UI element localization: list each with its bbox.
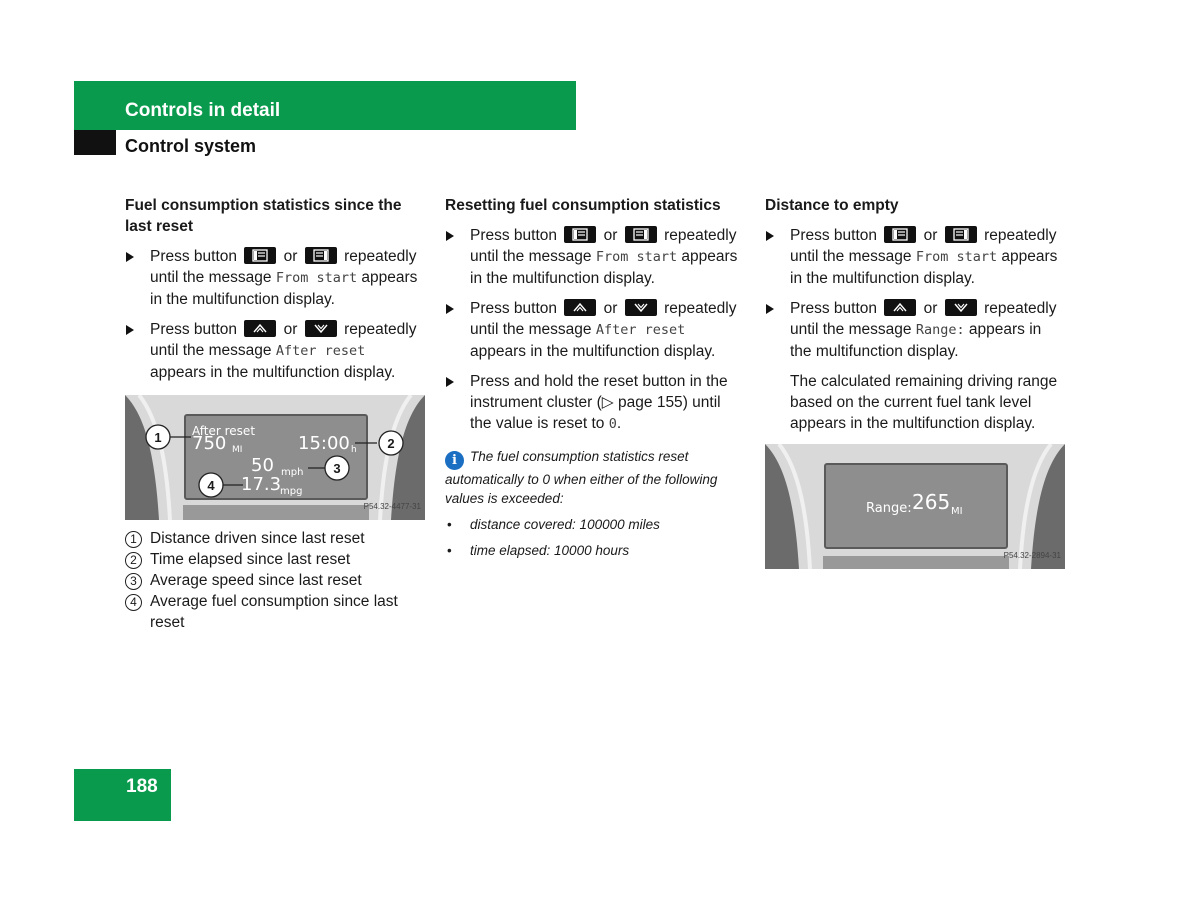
callout-3: 3 <box>333 461 341 476</box>
time-value: 15:00 <box>298 433 350 454</box>
column2-step-1: Press button or repeatedly until the message From start appears in the multifunction display. <box>445 225 745 289</box>
range-label: Range: <box>866 501 912 516</box>
column-distance-to-empty <box>765 195 1065 577</box>
column1-step-1: Press button or repeatedly until the message From start appears in the multifunction display. <box>125 246 425 310</box>
callout-4: 4 <box>207 478 215 493</box>
range-value: 265 <box>912 490 951 514</box>
down-arrow-icon <box>625 299 657 316</box>
step-arrow-icon <box>446 231 454 241</box>
column3-heading: Distance to empty <box>765 197 899 214</box>
message-from-start: From start <box>595 249 678 265</box>
speed-value: 50 <box>251 455 274 476</box>
header-tab-marker <box>74 130 116 155</box>
info-icon: i <box>445 451 464 470</box>
up-arrow-icon <box>244 320 276 337</box>
column1-heading: Fuel consumption statistics since the last reset <box>125 197 402 235</box>
section-title: Controls in detail <box>125 100 281 121</box>
column2-step-2: Press button or repeatedly until the message After reset appears in the multifunction display. <box>445 298 745 362</box>
legend-item-3: 3 Average speed since last reset <box>125 570 425 591</box>
step-arrow-icon <box>126 252 134 262</box>
page-number: 188 <box>126 776 158 797</box>
step-arrow-icon <box>126 325 134 335</box>
fuel-unit: mpg <box>280 486 303 497</box>
up-arrow-icon <box>564 299 596 316</box>
down-arrow-icon <box>945 299 977 316</box>
step-arrow-icon <box>446 304 454 314</box>
bullet-icon: • <box>447 543 452 558</box>
bullet-icon: • <box>447 517 452 532</box>
step-arrow-icon <box>446 377 454 387</box>
callout-1: 1 <box>154 430 162 445</box>
display-page-back-icon <box>244 247 276 264</box>
legend-item-2: 2 Time elapsed since last reset <box>125 549 425 570</box>
note-bullet-1: • distance covered: 100000 miles <box>447 517 660 532</box>
display-page-back-icon <box>884 226 916 243</box>
column3-step-2: Press button or repeatedly until the message Range: appears in the multifunction display. <box>765 298 1065 362</box>
figure-code: P54.32-2894-31 <box>1003 551 1061 560</box>
legend-item-4: 4 Average fuel consumption since last reset <box>125 591 425 633</box>
message-after-reset: After reset <box>275 343 366 359</box>
column3-step-1: Press button or repeatedly until the message From start appears in the multifunction display. <box>765 225 1065 289</box>
page-ref-link[interactable]: page 155 <box>618 394 683 411</box>
range-display-figure <box>765 444 1065 569</box>
time-unit: h <box>351 445 357 455</box>
step-arrow-icon <box>766 231 774 241</box>
column3-description: The calculated remaining driving range based on the current fuel tank level appears in the multifunction display. <box>790 373 1058 432</box>
display-page-back-icon <box>564 226 596 243</box>
message-from-start: From start <box>915 249 998 265</box>
down-arrow-icon <box>305 320 337 337</box>
display-page-forward-icon <box>945 226 977 243</box>
column-fuel-statistics <box>125 195 425 633</box>
figure-code: P54.32-4477-31 <box>363 502 421 511</box>
column1-step-2: Press button or repeatedly until the message After reset appears in the multifunction display. <box>125 319 425 383</box>
reset-value: 0 <box>608 416 617 432</box>
speed-unit: mph <box>281 467 304 478</box>
display-title: After reset <box>192 424 256 438</box>
column-reset-statistics <box>445 195 745 567</box>
message-range: Range: <box>915 322 965 338</box>
note-bullet-2: • time elapsed: 10000 hours <box>447 543 630 558</box>
message-after-reset: After reset <box>595 322 686 338</box>
info-note: i The fuel consumption statistics reset automatically to 0 when either of the following values is exceeded: <box>445 449 718 506</box>
page-ref-arrow-icon: ▷ <box>601 394 614 411</box>
distance-value: 750 <box>192 433 227 454</box>
callout-2: 2 <box>387 436 395 451</box>
column2-step-3: Press and hold the reset button in the instrument cluster (▷ page 155) until the value is reset to 0. <box>445 371 745 435</box>
column2-heading: Resetting fuel consumption statistics <box>445 197 721 214</box>
range-unit: MI <box>951 506 963 517</box>
subsection-title: Control system <box>125 136 257 156</box>
display-page-forward-icon <box>305 247 337 264</box>
step-arrow-icon <box>766 304 774 314</box>
after-reset-display-figure <box>125 395 425 520</box>
fuel-value: 17.3 <box>241 474 282 495</box>
up-arrow-icon <box>884 299 916 316</box>
display-page-forward-icon <box>625 226 657 243</box>
legend-item-1: 1 Distance driven since last reset <box>125 528 425 549</box>
message-from-start: From start <box>275 270 358 286</box>
distance-unit: MI <box>232 445 243 455</box>
